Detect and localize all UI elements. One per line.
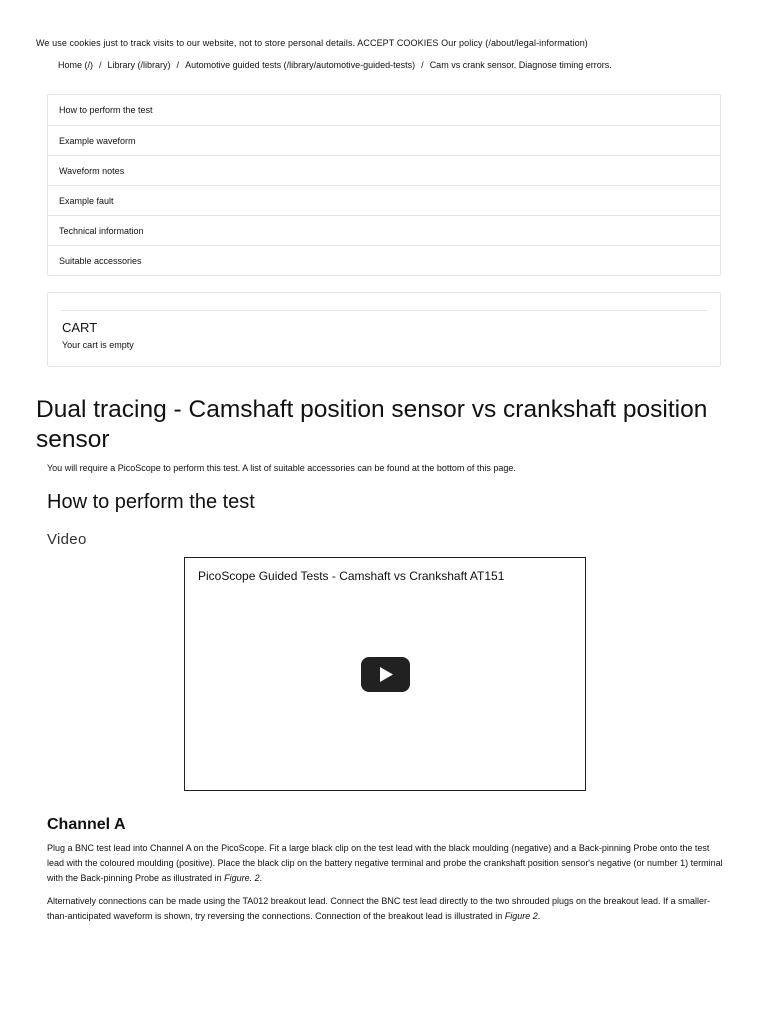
paragraph-1-text: Plug a BNC test lead into Channel A on the PicoScope. Fit a large black clip on the test lead with the black moulding (negative) and a Back-pinning Probe onto the test lead with the coloured moulding (positive). Place the black clip on the battery negative terminal and probe the crankshaft position sensor's negative (or number 1) terminal with the Back-pinning Probe as illustrated in [47,843,723,883]
video-title[interactable]: PicoScope Guided Tests - Camshaft vs Crankshaft AT151 [198,569,505,583]
channel-a-paragraph-1 [47,841,725,886]
page-title: Dual tracing - Camshaft position sensor vs crankshaft position sensor [36,396,708,453]
nav-item-suitable-accessories[interactable]: Suitable accessories [48,245,720,275]
nav-item-example-fault[interactable]: Example fault [48,185,720,215]
nav-item-how-to-perform[interactable]: How to perform the test [59,105,153,115]
nav-item-technical-information[interactable]: Technical information [48,215,720,245]
cart-divider [61,310,707,311]
breadcrumb-library[interactable]: Library (/library) [107,60,171,70]
play-icon [361,657,410,692]
section-nav [47,94,721,276]
play-button[interactable] [361,657,410,692]
cart-panel [47,292,721,367]
cookie-banner [36,38,736,48]
cookie-banner-text: We use cookies just to track visits to our website, not to store personal details. ACCEPT COOKIES Our policy (/about/legal-information) [36,38,588,48]
breadcrumb-home[interactable]: Home (/) [58,60,94,70]
cart-title: CART [62,320,98,335]
channel-a-paragraph-2 [47,894,725,924]
nav-item-example-waveform[interactable]: Example waveform [48,125,720,155]
cart-status: Your cart is empty [62,340,134,350]
figure-reference: Figure 2 [504,911,538,921]
figure-reference: Figure. 2 [224,873,260,883]
video-player[interactable] [184,557,586,791]
paragraph-2-text: Alternatively connections can be made using the TA012 breakout lead. Connect the BNC test lead directly to the two shrouded plugs on the breakout lead. If a smaller-than-anticipated waveform is shown, try reversing the connections. Connection of the breakout lead is illustrated in [47,896,711,921]
section-heading-how-to-perform: How to perform the test [47,491,255,513]
breadcrumb-separator: / [421,60,424,70]
breadcrumb-automotive-guided-tests[interactable]: Automotive guided tests (/library/automotive-guided-tests) [185,60,416,70]
breadcrumb-separator: / [99,60,102,70]
video-label: Video [47,531,87,548]
breadcrumb-current: Cam vs crank sensor. Diagnose timing errors. [429,60,612,70]
breadcrumb [58,60,758,70]
breadcrumb-separator: / [176,60,180,70]
nav-item-waveform-notes[interactable]: Waveform notes [48,155,720,185]
paragraph-2-end: . [537,911,541,921]
intro-text: You will require a PicoScope to perform this test. A list of suitable accessories can be found at the bottom of this page. [47,463,516,473]
paragraph-1-end: . [259,873,263,883]
channel-a-heading: Channel A [47,816,126,833]
